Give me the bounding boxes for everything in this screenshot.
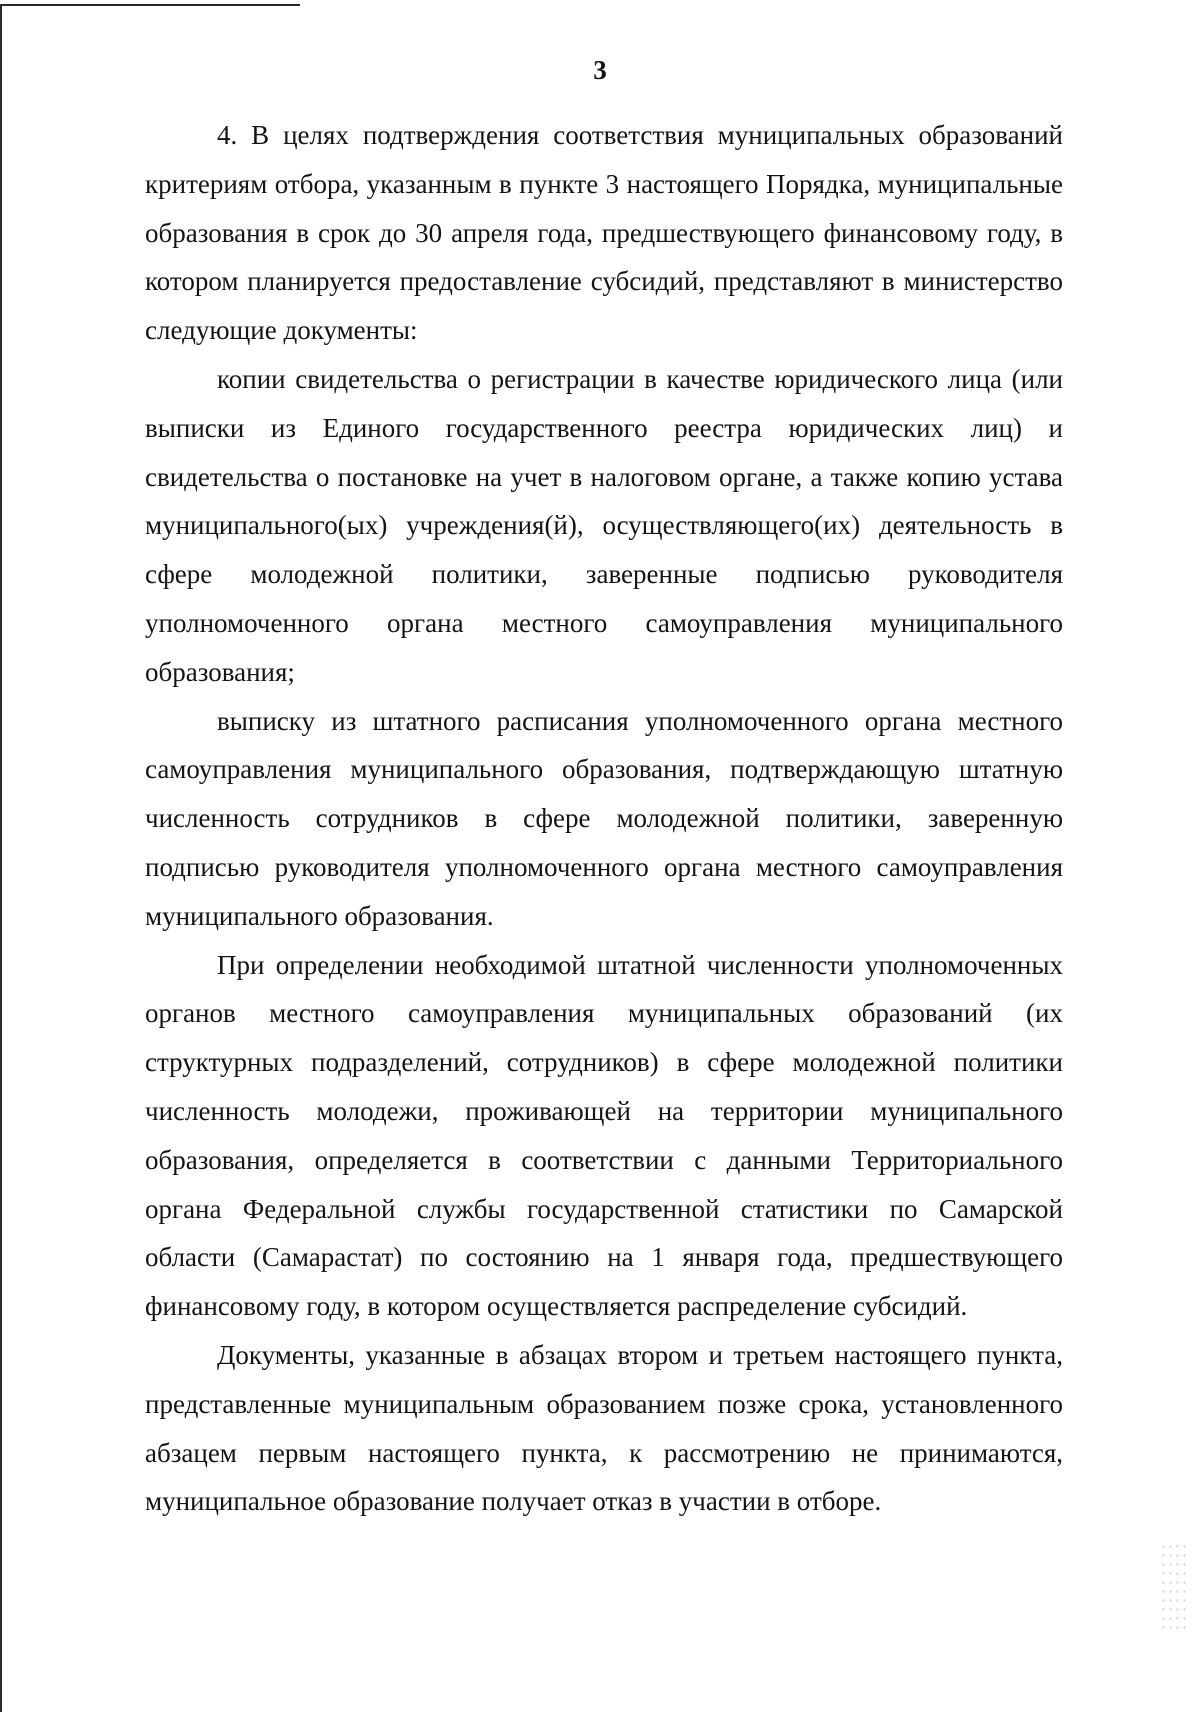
document-body (145, 111, 1063, 1526)
paragraph-staff-schedule-extract: выписку из штатного расписания уполномоченного органа местного самоуправления муниципального образования, подтверждающую штатную численность сотрудников в сфере молодежной политики, заверенную подписью руководителя уполномоченного органа местного самоуправления муниципального образования. (145, 705, 1063, 931)
paragraph-copies-of-certificates: копии свидетельства о регистрации в качестве юридического лица (или выписки из Единого государственного реестра юридических лиц) и свидетельства о постановке на учет в налоговом органе, а также копию устава муниципального(ых) учреждения(й), осуществляющего(их) деятельность в сфере молодежной политики, заверенные подписью руководителя уполномоченного органа местного самоуправления муниципального образования; (145, 363, 1063, 687)
paragraph-late-documents: Документы, указанные в абзацах втором и третьем настоящего пункта, представленные муниципальным образованием позже срока, установленного абзацем первым настоящего пункта, к рассмотрению не принимаются, муниципальное образование получает отказ в участии в отборе. (145, 1339, 1063, 1517)
page-number: 3 (593, 55, 607, 85)
scan-border-left (0, 4, 2, 1712)
paragraph-item-4: 4. В целях подтверждения соответствия муниципальных образований критериям отбора, указанным в пункте 3 настоящего Порядка, муниципальные образования в срок до 30 апреля года, предшествующего финансовому году, в котором планируется предоставление субсидий, представляют в министерство следующие документы: (145, 120, 1063, 346)
scan-border-top (0, 4, 300, 6)
scan-noise (1160, 1542, 1190, 1632)
paragraph-staff-number-determination: При определении необходимой штатной численности уполномоченных органов местного самоуправления муниципальных образований (их структурных подразделений, сотрудников) в сфере молодежной политики численность молодежи, проживающей на территории муниципального образования, определяется в соответствии с данными Территориального органа Федеральной службы государственной статистики по Самарской области (Самарастат) по состоянию на 1 января года, предшествующего финансовому году, в котором осуществляется распределение субсидий. (145, 949, 1063, 1322)
